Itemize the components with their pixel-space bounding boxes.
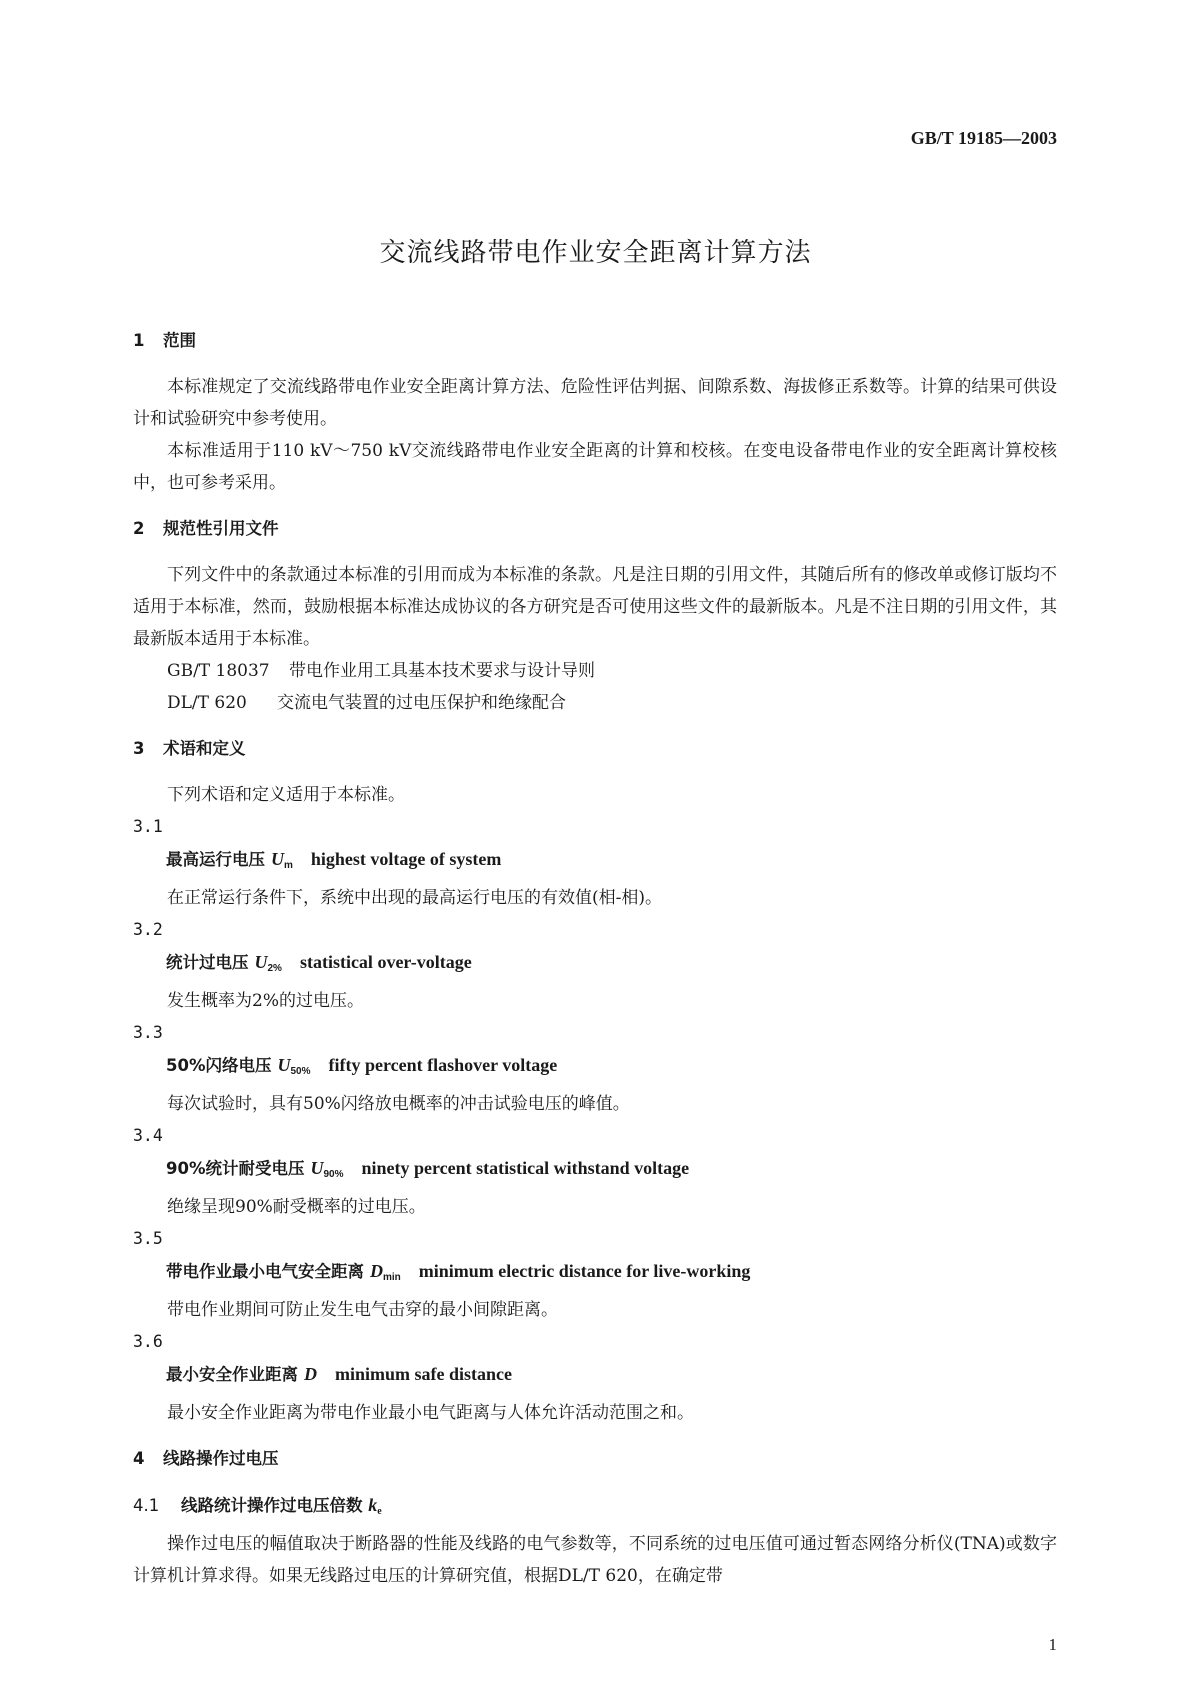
term-definition: 最小安全作业距离为带电作业最小电气距离与人体允许活动范围之和。	[167, 1403, 694, 1423]
term-name: 90%统计耐受电压 $U_{90\%}$ ninety percent statistical withstand voltage	[166, 1158, 690, 1180]
term-definition: 带电作业期间可防止发生电气击穿的最小间隙距离。	[167, 1300, 558, 1320]
section-2-paragraph: 下列文件中的条款通过本标准的引用而成为本标准的条款。凡是注日期的引用文件，其随后所有的修改单或修订版均不适用于本标准，然而，鼓励根据本标准达成协议的各方研究是否可使用这些文件的最新版本。凡是不注日期的引用文件，其最新版本适用于本标准。	[133, 565, 1057, 649]
term-definition: 绝缘呈现90%耐受概率的过电压。	[167, 1197, 426, 1217]
term-number: 3.6	[133, 1332, 163, 1351]
section-heading-2: 2 规范性引用文件	[133, 519, 279, 538]
section-1-paragraph-2: 本标准适用于110 kV～750 kV交流线路带电作业安全距离的计算和校核。在变电设备带电作业的安全距离计算校核中，也可参考采用。	[133, 441, 1057, 493]
section-4-1-paragraph: 操作过电压的幅值取决于断路器的性能及线路的电气参数等，不同系统的过电压值可通过暂态网络分析仪(TNA)或数字计算机计算求得。如果无线路过电压的计算研究值，根据DL/T 620，在确定带	[133, 1534, 1057, 1586]
term-name: 最小安全作业距离 D minimum safe distance	[166, 1364, 512, 1384]
term-definition: 每次试验时，具有50%闪络放电概率的冲击试验电压的峰值。	[167, 1094, 630, 1114]
section-3-intro: 下列术语和定义适用于本标准。	[167, 785, 405, 805]
section-heading-3: 3 术语和定义	[133, 739, 246, 758]
term-definition: 发生概率为2%的过电压。	[167, 991, 364, 1011]
term-number: 3.5	[133, 1229, 163, 1248]
reference-item: DL/T 620 交流电气装置的过电压保护和绝缘配合	[167, 693, 566, 713]
term-name: 50%闪络电压 $U_{50\%}$ fifty percent flashover voltage	[166, 1055, 558, 1077]
subsection-heading-4-1: 4.1 线路统计操作过电压倍数 $k_e$	[133, 1495, 382, 1517]
standard-code: GB/T 19185—2003	[910, 128, 1057, 148]
term-number: 3.1	[133, 817, 163, 836]
term-name: 带电作业最小电气安全距离 $D_{min}$ minimum electric distance for live-working	[166, 1261, 751, 1283]
term-number: 3.4	[133, 1126, 163, 1145]
term-number: 3.3	[133, 1023, 163, 1042]
term-name: 最高运行电压 $U_m$ highest voltage of system	[166, 849, 502, 871]
term-name: 统计过电压 $U_{2\%}$ statistical over-voltage	[166, 952, 472, 974]
term-definition: 在正常运行条件下，系统中出现的最高运行电压的有效值(相-相)。	[167, 888, 663, 908]
section-1-paragraph-1: 本标准规定了交流线路带电作业安全距离计算方法、危险性评估判据、间隙系数、海拔修正系数等。计算的结果可供设计和试验研究中参考使用。	[133, 377, 1057, 429]
document-body	[133, 325, 1057, 1592]
section-heading-1: 1 范围	[133, 331, 196, 350]
document-title: 交流线路带电作业安全距离计算方法	[379, 238, 812, 268]
section-heading-4: 4 线路操作过电压	[133, 1449, 279, 1468]
page-number: 1	[1048, 1635, 1057, 1654]
reference-item: GB/T 18037 带电作业用工具基本技术要求与设计导则	[167, 661, 595, 681]
term-number: 3.2	[133, 920, 163, 939]
